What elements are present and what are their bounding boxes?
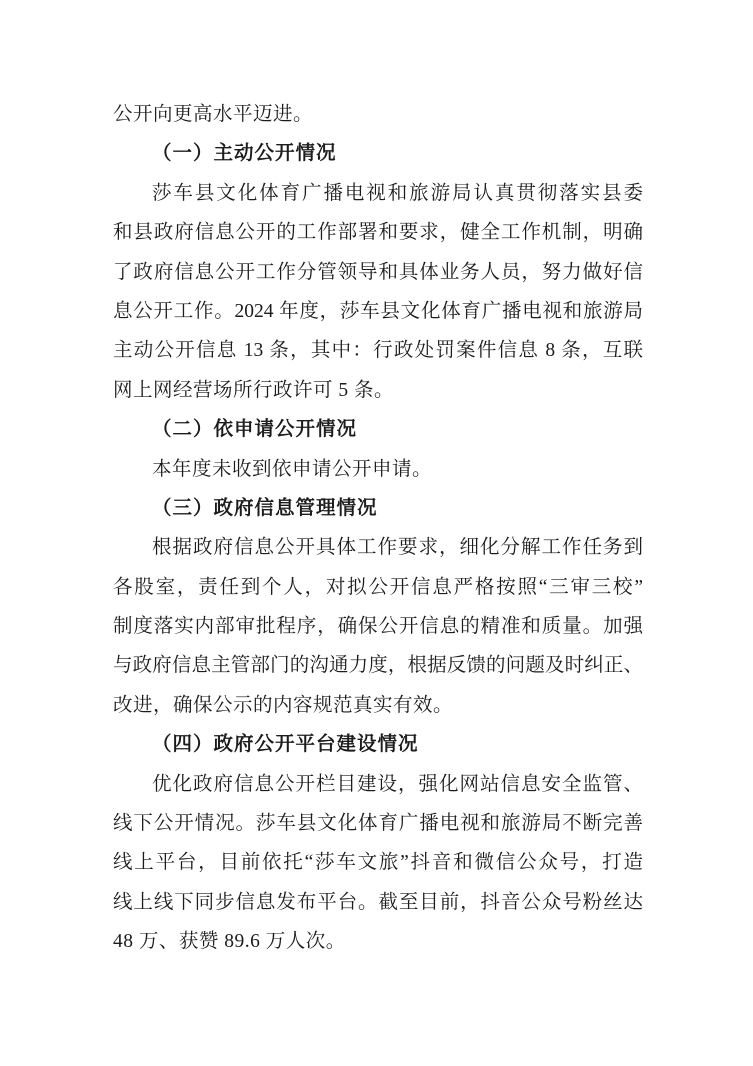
text-line: 息公开工作。2024 年度，莎车县文化体育广播电视和旅游局 <box>113 300 643 322</box>
text-line: 改进，确保公示的内容规范真实有效。 <box>113 694 454 716</box>
text-line: 本年度未收到依申请公开申请。 <box>152 458 433 480</box>
section-heading: （一）主动公开情况 <box>152 143 337 165</box>
text-line: 了政府信息公开工作分管领导和具体业务人员，努力做好信 <box>113 261 643 283</box>
text-line: 优化政府信息公开栏目建设，强化网站信息安全监管、 <box>152 773 643 795</box>
text-line: 线上平台，目前依托“莎车文旅”抖音和微信公众号，打造 <box>113 852 643 874</box>
text-line: 根据政府信息公开具体工作要求，细化分解工作任务到 <box>152 537 643 559</box>
section-heading: （二）依申请公开情况 <box>152 419 358 441</box>
text-line: 网上网经营场所行政许可 5 条。 <box>113 379 395 401</box>
section-heading: （四）政府公开平台建设情况 <box>152 734 419 756</box>
text-line: 48 万、获赞 89.6 万人次。 <box>113 931 346 953</box>
text-line: 与政府信息主管部门的沟通力度，根据反馈的问题及时纠正、 <box>113 655 643 677</box>
text-line: 制度落实内部审批程序，确保公开信息的精准和质量。加强 <box>113 616 643 638</box>
text-line: 各股室，责任到个人，对拟公开信息严格按照“三审三校” <box>113 576 643 598</box>
document-text-block <box>113 95 643 962</box>
text-line: 公开向更高水平迈进。 <box>113 104 314 125</box>
text-line: 线下公开情况。莎车县文化体育广播电视和旅游局不断完善 <box>113 813 643 835</box>
text-line: 和县政府信息公开的工作部署和要求，健全工作机制，明确 <box>113 222 643 244</box>
text-line: 莎车县文化体育广播电视和旅游局认真贯彻落实县委 <box>152 182 643 204</box>
section-heading: （三）政府信息管理情况 <box>152 497 378 519</box>
text-line: 主动公开信息 13 条，其中：行政处罚案件信息 8 条，互联 <box>113 340 643 362</box>
text-line: 线上线下同步信息发布平台。截至目前，抖音公众号粉丝达 <box>113 891 643 913</box>
